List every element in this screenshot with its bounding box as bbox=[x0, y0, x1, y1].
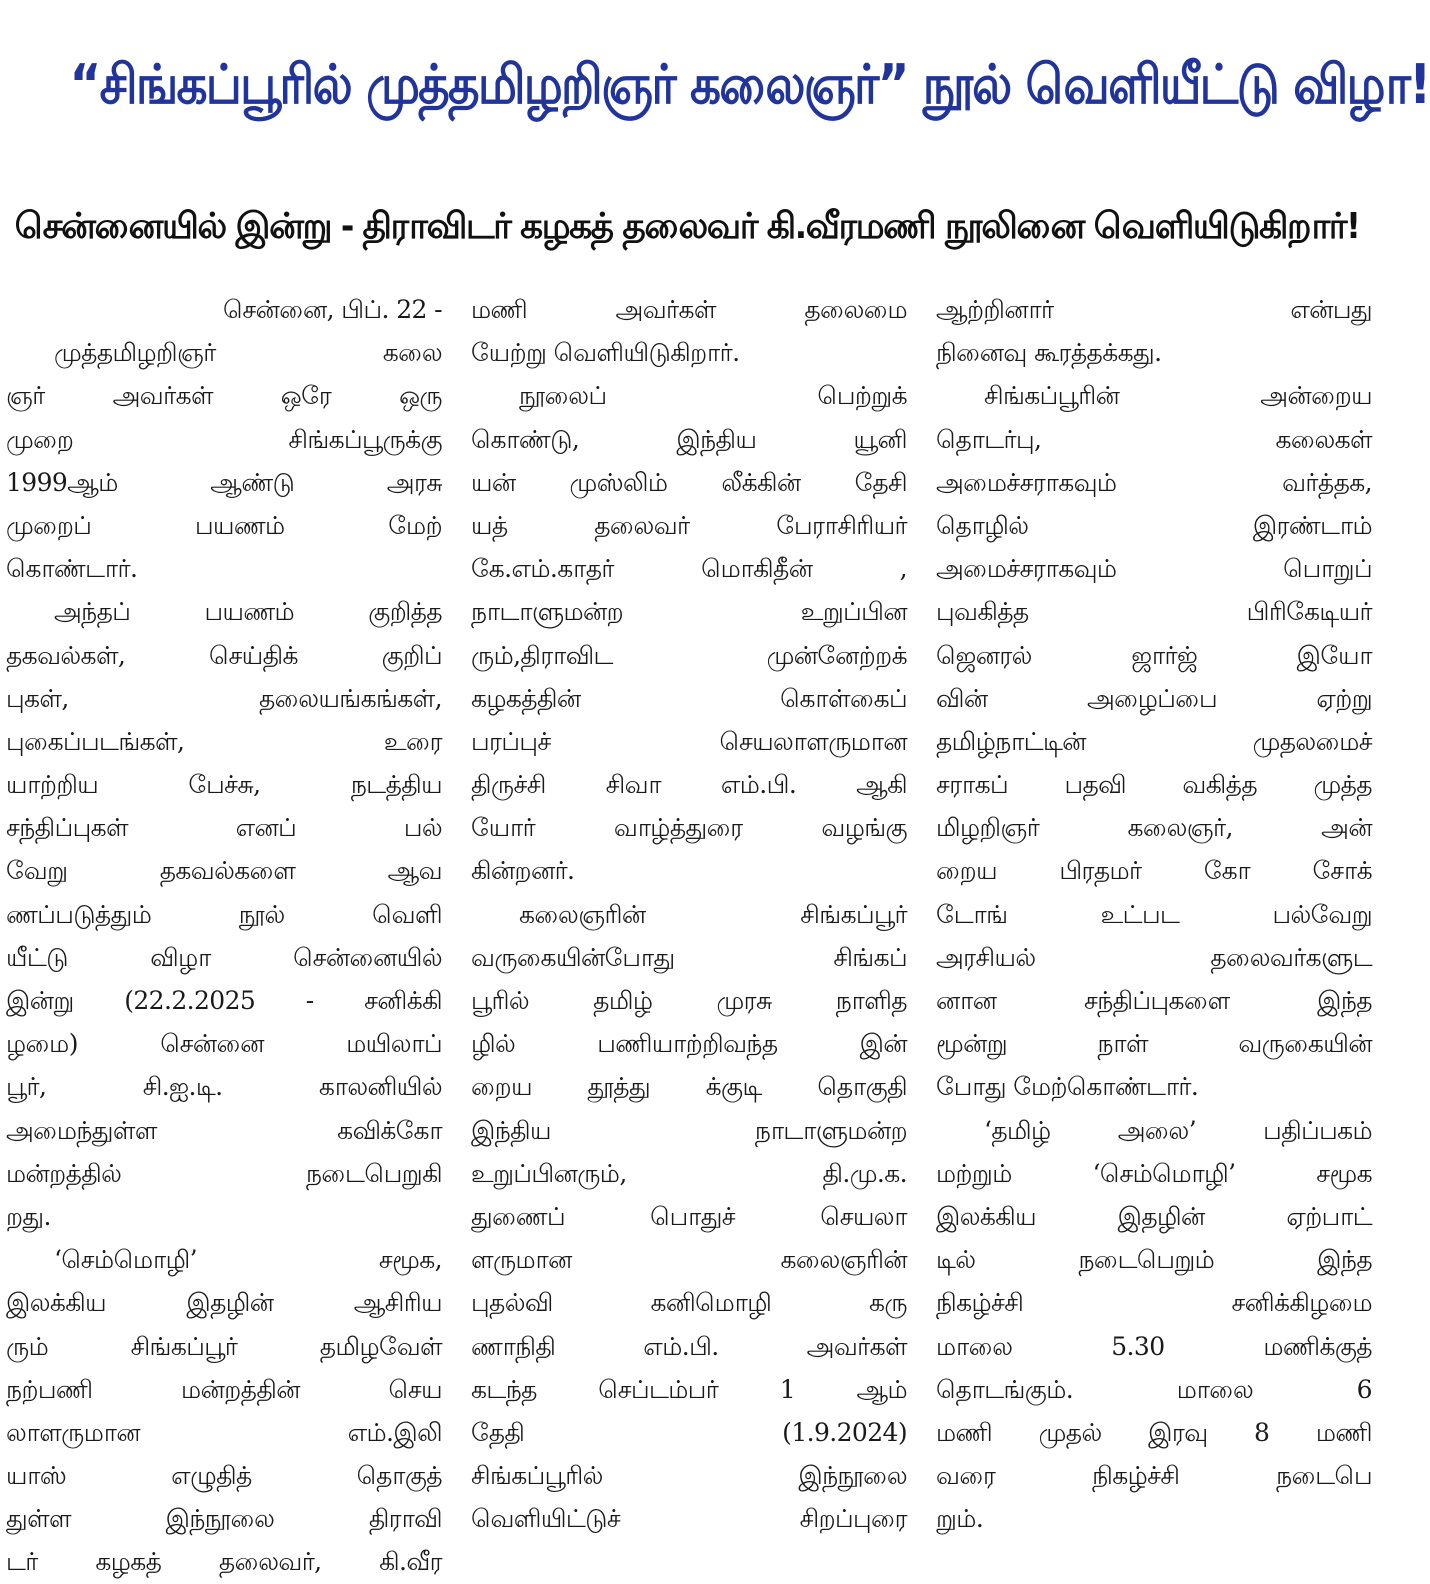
text-line: முத்தமிழறிஞர் கலை bbox=[54, 338, 442, 368]
text-line: மாலை 5.30 மணிக்குத் bbox=[936, 1331, 1372, 1361]
text-line: கொண்டார். bbox=[6, 554, 138, 584]
text-line: ரும் சிங்கப்பூர் தமிழவேள் bbox=[6, 1331, 442, 1361]
text-line: மணி முதல் இரவு 8 மணி bbox=[936, 1417, 1372, 1447]
text-line: போது மேற்கொண்டார். bbox=[936, 1072, 1199, 1102]
text-line: சந்திப்புகள் எனப் பல் bbox=[6, 813, 442, 843]
text-line: டர் கழகத் தலைவர், கி.வீர bbox=[6, 1547, 442, 1577]
text-line: யோர் வாழ்த்துரை வழங்கு bbox=[471, 813, 907, 843]
text-line: ழில் பணியாற்றிவந்த இன் bbox=[471, 1029, 907, 1059]
text-line: அரசியல் தலைவர்களுட bbox=[936, 942, 1372, 972]
text-line: 1999ஆம் ஆண்டு அரசு bbox=[6, 467, 442, 497]
text-line: மணி அவர்கள் தலைமை bbox=[471, 295, 907, 324]
text-line: ஆற்றினார் என்பது bbox=[936, 295, 1372, 324]
text-line: தேதி (1.9.2024) bbox=[471, 1417, 907, 1447]
text-line: இன்று (22.2.2025 - சனிக்கி bbox=[6, 986, 442, 1015]
text-line: துள்ள இந்நூலை திராவி bbox=[6, 1504, 442, 1534]
text-line: ரும்,திராவிட முன்னேற்றக் bbox=[471, 640, 907, 670]
text-line: வரை நிகழ்ச்சி நடைபெ bbox=[936, 1461, 1372, 1491]
text-line: நினைவு கூரத்தக்கது. bbox=[936, 338, 1162, 368]
text-line: தொழில் இரண்டாம் bbox=[936, 510, 1372, 540]
text-line: இலக்கிய இதழின் ஆசிரிய bbox=[6, 1288, 442, 1318]
article-body bbox=[6, 288, 1372, 1577]
text-line: றது. bbox=[6, 1201, 51, 1231]
text-line: ளருமான கலைஞரின் bbox=[471, 1245, 907, 1275]
subheadline: சென்னையில் இன்று - திராவிடர் கழகத் தலைவர் கி.வீரமணி நூலினை வெளியிடுகிறார்! bbox=[14, 206, 1360, 247]
text-line: கின்றனர். bbox=[471, 856, 575, 886]
text-line: நாடாளுமன்ற உறுப்பின bbox=[471, 597, 907, 627]
text-line: அந்தப் பயணம் குறித்த bbox=[54, 597, 442, 627]
text-line: சராகப் பதவி வகித்த முத்த bbox=[936, 770, 1372, 800]
text-line: ணாநிதி எம்.பி. அவர்கள் bbox=[471, 1331, 907, 1361]
text-line: மன்றத்தில் நடைபெறுகி bbox=[6, 1158, 442, 1188]
text-line: மற்றும் ‘செம்மொழி’ சமூக bbox=[936, 1158, 1372, 1188]
text-line: வெளியிட்டுச் சிறப்புரை bbox=[471, 1504, 907, 1534]
text-line: அமைச்சராகவும் வர்த்தக, bbox=[936, 467, 1372, 497]
text-line: வருகையின்போது சிங்கப் bbox=[471, 942, 907, 972]
text-line: யன் முஸ்லிம் லீக்கின் தேசி bbox=[471, 467, 907, 497]
text-line: திருச்சி சிவா எம்.பி. ஆகி bbox=[471, 770, 907, 800]
text-line: இந்திய நாடாளுமன்ற bbox=[471, 1115, 907, 1145]
article-column-1 bbox=[6, 288, 442, 1584]
text-line: பூர், சி.ஐ.டி. காலனியில் bbox=[6, 1072, 442, 1102]
text-line: பூரில் தமிழ் முரசு நாளித bbox=[471, 986, 907, 1015]
text-line: யாஸ் எழுதித் தொகுத் bbox=[6, 1461, 442, 1491]
text-line: ‘தமிழ் அலை’ பதிப்பகம் bbox=[984, 1115, 1372, 1145]
text-line: அமைந்துள்ள கவிக்கோ bbox=[6, 1115, 442, 1145]
text-line: முறை சிங்கப்பூருக்கு bbox=[6, 424, 442, 454]
text-line: வேறு தகவல்களை ஆவ bbox=[6, 856, 442, 886]
text-line: கடந்த செப்டம்பர் 1 ஆம் bbox=[471, 1374, 907, 1404]
text-line: வின் அழைப்பை ஏற்று bbox=[936, 683, 1372, 713]
text-line: நூலைப் பெற்றுக் bbox=[519, 381, 907, 411]
text-line: சிங்கப்பூரில் இந்நூலை bbox=[471, 1461, 907, 1491]
text-line: யீட்டு விழா சென்னையில் bbox=[6, 942, 442, 972]
text-line: யத் தலைவர் பேராசிரியர் bbox=[471, 510, 907, 540]
text-line: ‘செம்மொழி’ சமூக, bbox=[54, 1245, 442, 1275]
text-line: லாளருமான எம்.இலி bbox=[6, 1417, 442, 1447]
article-column-3 bbox=[936, 288, 1372, 1584]
text-line: நிகழ்ச்சி சனிக்கிழமை bbox=[936, 1288, 1372, 1318]
text-line: டில் நடைபெறும் இந்த bbox=[936, 1245, 1372, 1275]
text-line: மிழறிஞர் கலைஞர், அன் bbox=[936, 813, 1372, 843]
text-line: மூன்று நாள் வருகையின் bbox=[936, 1029, 1372, 1059]
text-line: தமிழ்நாட்டின் முதலமைச் bbox=[936, 726, 1372, 756]
headline: “சிங்கப்பூரில் முத்தமிழறிஞர் கலைஞர்” நூல் வெளியீட்டு விழா! bbox=[69, 53, 1430, 116]
text-line: றைய பிரதமர் கோ சோக் bbox=[936, 856, 1372, 886]
text-line: புவகித்த பிரிகேடியர் bbox=[936, 597, 1372, 627]
text-line: உறுப்பினரும், தி.மு.க. bbox=[471, 1158, 907, 1188]
text-line: முறைப் பயணம் மேற் bbox=[6, 510, 442, 540]
text-line: புகள், தலையங்கங்கள், bbox=[6, 683, 442, 713]
text-line: யேற்று வெளியிடுகிறார். bbox=[471, 338, 740, 368]
text-line: தகவல்கள், செய்திக் குறிப் bbox=[6, 640, 442, 670]
text-line: றைய தூத்து க்குடி தொகுதி bbox=[471, 1072, 907, 1102]
text-line: சிங்கப்பூரின் அன்றைய bbox=[984, 381, 1372, 411]
text-line: கொண்டு, இந்திய யூனி bbox=[471, 424, 907, 454]
text-line: னான சந்திப்புகளை இந்த bbox=[936, 986, 1372, 1015]
text-line: ணப்படுத்தும் நூல் வெளி bbox=[6, 899, 442, 929]
text-line: இலக்கிய இதழின் ஏற்பாட் bbox=[936, 1201, 1372, 1231]
text-line: கலைஞரின் சிங்கப்பூர் bbox=[519, 899, 907, 929]
text-line: யாற்றிய பேச்சு, நடத்திய bbox=[6, 770, 442, 800]
article-column-2 bbox=[471, 288, 907, 1584]
text-line: கழகத்தின் கொள்கைப் bbox=[471, 683, 907, 713]
text-line: தொடங்கும். மாலை 6 bbox=[936, 1374, 1372, 1404]
text-line: புகைப்படங்கள், உரை bbox=[6, 726, 442, 756]
text-line: ஞர் அவர்கள் ஒரே ஒரு bbox=[6, 381, 442, 411]
text-line: துணைப் பொதுச் செயலா bbox=[471, 1201, 907, 1231]
text-line: சென்னை, பிப். 22 - bbox=[222, 295, 442, 324]
text-line: புதல்வி கனிமொழி கரு bbox=[471, 1288, 907, 1318]
text-line: அமைச்சராகவும் பொறுப் bbox=[936, 554, 1372, 584]
text-line: தொடர்பு, கலைகள் bbox=[936, 424, 1372, 454]
text-line: பரப்புச் செயலாளருமான bbox=[471, 726, 907, 756]
text-line: ஜெனரல் ஜார்ஜ் இயோ bbox=[936, 640, 1372, 670]
text-line: கே.எம்.காதர் மொகிதீன் , bbox=[471, 554, 907, 584]
text-line: டோங் உட்பட பல்வேறு bbox=[936, 899, 1372, 929]
text-line: றும். bbox=[936, 1504, 984, 1534]
text-line: நற்பணி மன்றத்தின் செய bbox=[6, 1374, 442, 1404]
text-line: ழமை) சென்னை மயிலாப் bbox=[6, 1029, 442, 1059]
